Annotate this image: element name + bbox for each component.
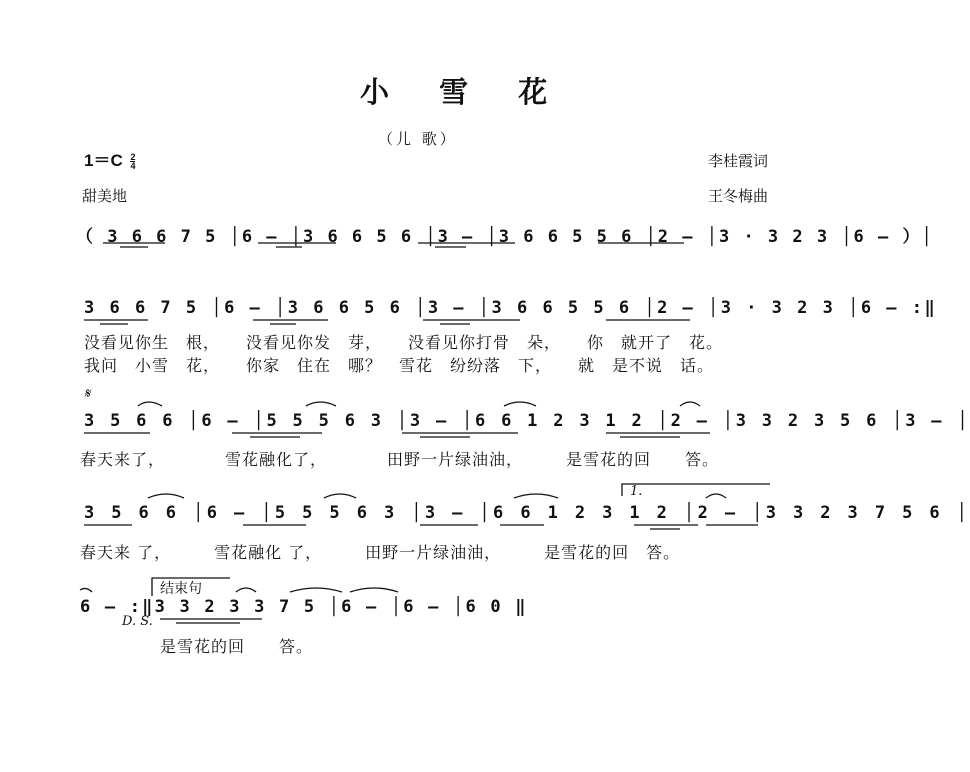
verse-notes: 3 6 6 7 5 │6 ‒ │3 6 6 5 6 │3 ‒ │3 6 6 5 5 6 │2 ‒ │3 · 3 2 3 │6 ‒ :‖ [84,298,938,318]
slur [148,494,726,498]
chorus-lyric-2: 春天来 了， 雪花融化 了， 田野一片绿油油， 是雪花的回 答。 [80,543,681,562]
segno-tick [80,588,92,592]
time-sig-bottom: 4 [130,161,136,172]
key-label: 1＝C [84,151,123,170]
slur [138,402,700,406]
ds-mark: D. S. [122,614,153,629]
intro-notes: （ 3 6 6 7 5 │6 ‒ │3 6 6 5 6 │3 ‒ │3 6 6 5 5 6 │2 ‒ │3 · 3 2 3 │6 ‒ ）│ [76,227,934,247]
composer-credit: 王冬梅曲 [708,187,769,205]
chorus-notes-1: 3 5 6 6 │6 ‒ │5 5 5 6 3 │3 ‒ │6 6 1 2 3 1 2 │2 ‒ │3 3 2 3 5 6 │3 ‒ │ [84,411,970,431]
song-title: 小 雪 花 [360,75,568,109]
beam [160,619,262,623]
segno-mark: 𝄋 [84,386,91,402]
ending-notes: 6 ‒ :‖3 3 2 3 3 7 5 │6 ‒ │6 ‒ │6 0 ‖ [80,597,528,617]
chorus-notes-2: 3 5 6 6 │6 ‒ │5 5 5 6 3 │3 ‒ │6 6 1 2 3 1 2 │2 ‒ │3 3 2 3 7 5 6 │ [84,503,970,523]
verse-lyric-1: 没看见你生 根， 没看见你发 芽， 没看见你打骨 朵， 你 就开了 花。 [84,333,724,352]
beam [84,320,690,324]
ending-bracket [152,578,230,596]
beam [103,243,684,247]
beam [84,525,758,529]
song-subtitle: （儿 歌） [378,130,458,148]
slur [236,588,398,592]
volta-label: 1. [630,484,643,499]
tempo-marking: 甜美地 [82,187,128,205]
ending-label: 结束句 [160,581,202,597]
time-sig-top: 2 [130,152,136,163]
chorus-lyric-1: 春天来了， 雪花融化了， 田野一片绿油油， 是雪花的回 答。 [80,450,720,469]
lyricist-credit: 李桂霞词 [708,152,769,170]
beam [84,433,710,437]
ending-lyric: 是雪花的回 答。 [160,637,314,656]
verse-lyric-2: 我问 小雪 花， 你家 住在 哪？ 雪花 纷纷落 下， 就 是不说 话。 [84,356,715,375]
volta-bracket [622,484,770,496]
